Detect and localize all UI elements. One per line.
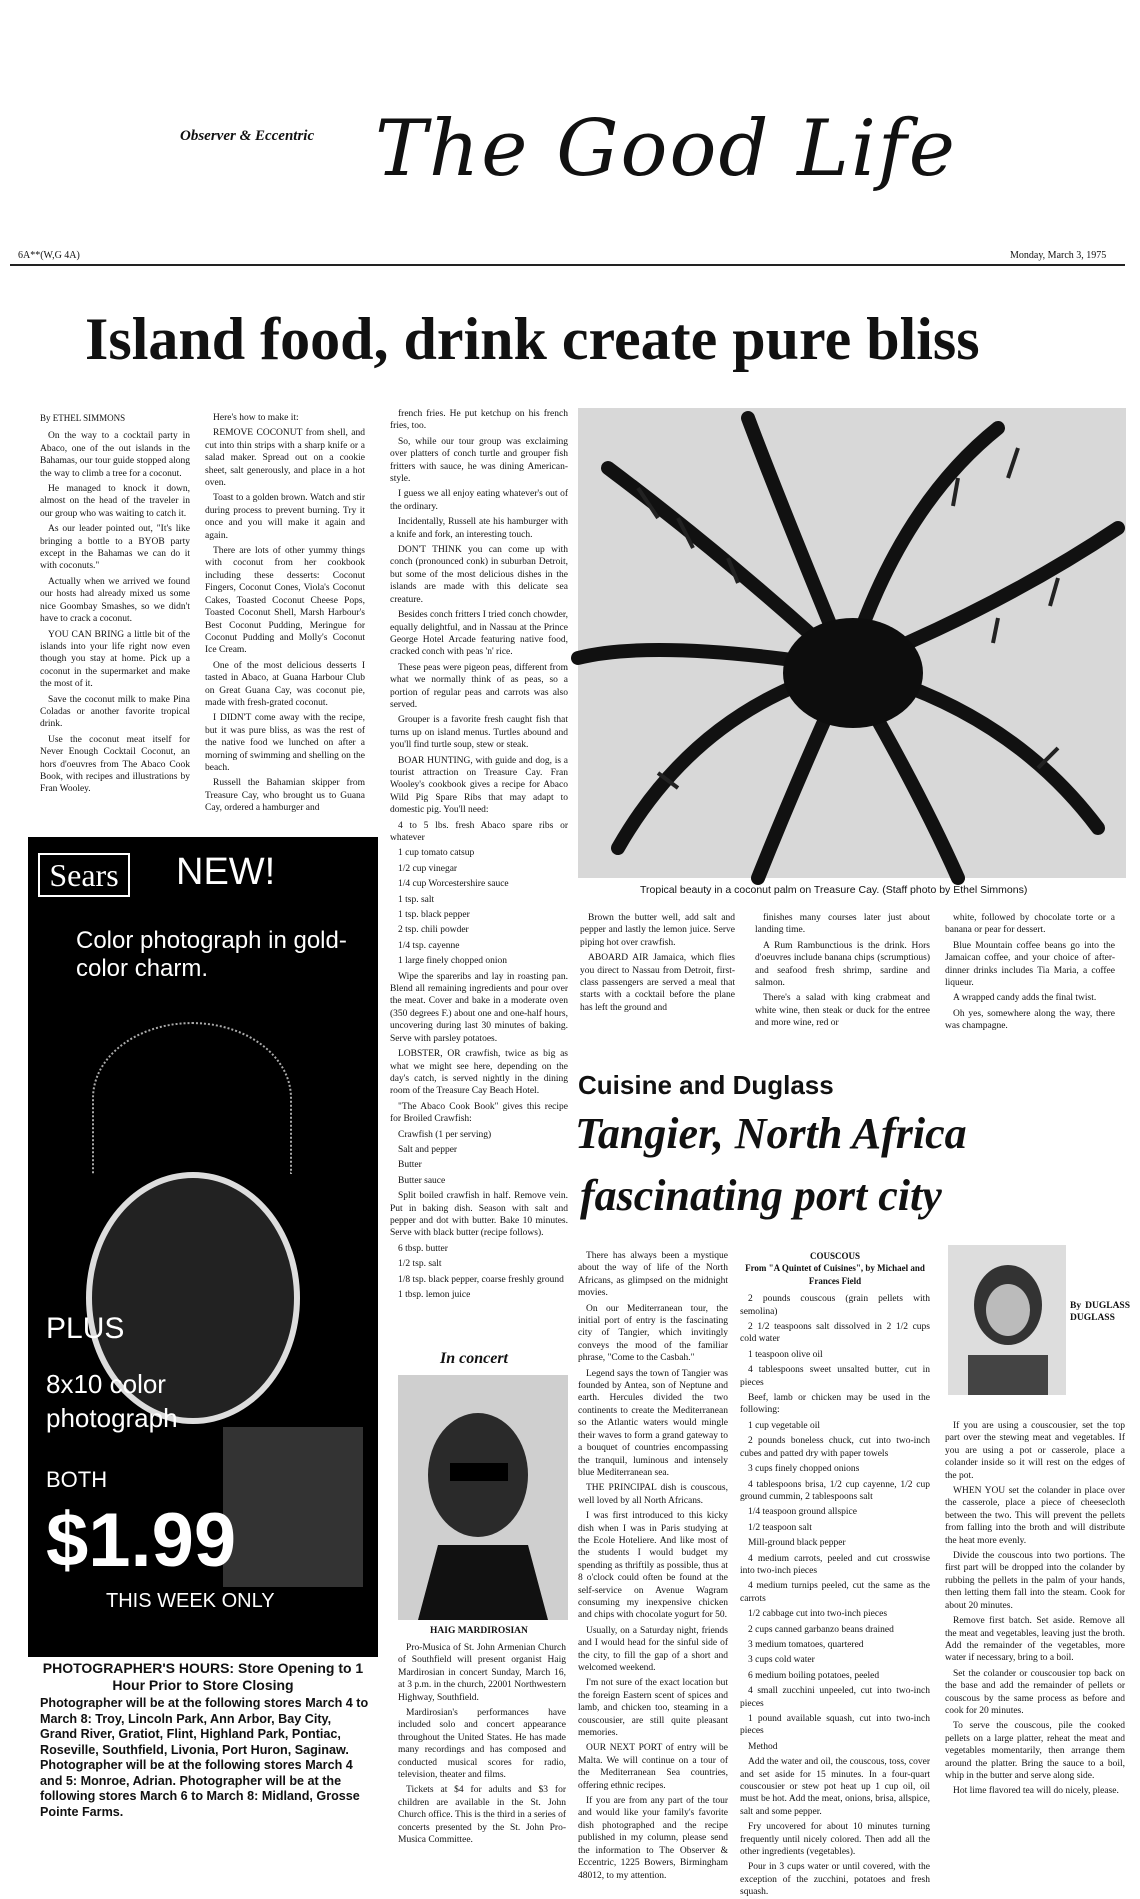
paragraph: Set the colander or couscousier top back on the base and add the remainder of pellets or couscous by the same process as before and cook for 20 minutes. xyxy=(945,1668,1125,1716)
ad-plus: PLUS xyxy=(46,1312,125,1345)
recipe-line: 2 1/2 teaspoons salt dissolved in 2 1/2 cups cold water xyxy=(740,1322,930,1345)
paragraph: 1/2 tsp. salt xyxy=(398,1259,442,1270)
paragraph: These peas were pigeon peas, different from what we normally think of as peas, so a portion of regular peas and carrots was also served. xyxy=(390,662,568,710)
recipe-line: Add the water and oil, the couscous, toss, cover and set aside for 15 minutes. In a four-quart couscousier or stew pot heat up 1 cup oil, oil must be hot. Add the meat, onions, brisa, allspice, salt and some pepper. xyxy=(740,1757,930,1817)
recipe-line: Beef, lamb or chicken may be used in the following: xyxy=(740,1393,930,1416)
recipe-line: Method xyxy=(748,1741,778,1752)
paragraph: Toast to a golden brown. Watch and stir during process to prevent burning. Try it once and you will make it again and again. xyxy=(205,493,365,541)
paragraph: THE PRINCIPAL dish is couscous, well loved by all North Africans. xyxy=(578,1483,728,1506)
paragraph: Grouper is a favorite fresh caught fish that turns up on island menus. Turtles abound and you'll find turtle soup, stew or steak. xyxy=(390,715,568,751)
under-photo-col3 xyxy=(945,912,1115,1042)
ad-price: $1.99 xyxy=(46,1498,237,1583)
paragraph: Split boiled crawfish in half. Remove vein. Put in baking dish. Season with salt and pepper and dot with butter. Bake 10 minutes. Serve with black butter (recipe follows). xyxy=(390,1191,568,1239)
paragraph: Divide the couscous into two portions. The first part will be dropped into the colander by rubbing the pellets in the palm of your hands, then letting them fall into the steam. Cook for about 20 minutes. xyxy=(945,1551,1125,1611)
author-byline: By DUGLASS DUGLASS xyxy=(1070,1301,1130,1324)
recipe-line: 1 pound available squash, cut into two-inch pieces xyxy=(740,1714,930,1737)
paragraph: Usually, on a Saturday night, friends and I would head for the sinful side of the city, to fill the gap of a short and welcomed weekend. xyxy=(578,1625,728,1673)
recipe-line: 2 pounds boneless chuck, cut into two-inch cubes and patted dry with paper towels xyxy=(740,1436,930,1459)
paragraph: On our Mediterranean tour, the initial port of entry is the fascinating city of Tangier, which invitingly conveys the mood of the familiar phrase, "Come to the Casbah." xyxy=(578,1303,728,1364)
paragraph: Wipe the spareribs and lay in roasting pan. Blend all remaining ingredients and pour over the meat. Cover and bake in a moderate oven (350 degrees F.) about one and one-half hours, uncovering during last 30 minutes of baking. Serve with parsley potatoes. xyxy=(390,971,568,1044)
recipe-line: 4 tablespoons brisa, 1/2 cup cayenne, 1/2 cup ground cummin, 2 tablespoons salt xyxy=(740,1479,930,1502)
paragraph: Besides conch fritters I tried conch chowder, equally delightful, and in Nassau at the Prince George Hotel Arcade featuring native food, cracked conch with peas 'n' rice. xyxy=(390,610,568,658)
paragraph: LOBSTER, OR crawfish, twice as big as what we might see here, depending on the day's catch, is served nightly in the dining room of the Treasure Cay Beach Hotel. xyxy=(390,1049,568,1097)
paragraph: BOAR HUNTING, with guide and dog, is a tourist attraction on Treasure Cay. Fran Wooley's cookbook gives a recipe for Abaco Wild Pig Spare Ribs that may adapt to domestic pig. You'll need: xyxy=(390,755,568,816)
concert-title: In concert xyxy=(440,1350,508,1367)
story2-kicker: Cuisine and Duglass xyxy=(578,1070,834,1100)
paragraph: I DIDN'T come away with the recipe, but it was pure bliss, as was the rest of the native food we lunched on after a morning of swimming and shelling on the beach. xyxy=(205,713,365,773)
paragraph: white, followed by chocolate torte or a banana or pear for dessert. xyxy=(945,913,1115,936)
story2-col3 xyxy=(945,1420,1125,1860)
paragraph: 1 tsp. black pepper xyxy=(398,910,470,921)
recipe-line: 3 medium tomatoes, quartered xyxy=(748,1639,864,1650)
recipe-source: From "A Quintet of Cuisines", by Michael and Frances Field xyxy=(745,1263,925,1286)
paragraph: As our leader pointed out, "It's like bringing a bottle to a BYOB party except in the Bahamas we can do it with coconuts." xyxy=(40,524,190,572)
photographer-hours-body: Photographer will be at the following stores March 4 to March 8: Troy, Lincoln Park, Ann Arbor, Bay City, Grand River, Gratiot, Flint, Highland Park, Pontiac, Roseville, Southfield, Livonia, Port Huron, Saginaw. Photographer will be at the following stores March 4 and 5: Monroe, Adrian. Photographer will be at the following stores March 6 to March 8: Midland, Grosse Pointe Farms. xyxy=(40,1696,369,1819)
paragraph: WHEN YOU set the colander in place over the casserole, place a piece of cheesecloth between the two. This will prevent the pellets from falling into the broth and will distribute the heat more evenly. xyxy=(945,1486,1125,1546)
palm-photo xyxy=(578,408,1126,878)
paragraph: Actually when we arrived we found our hosts had already mixed us some nice Goombay Smashes, so we didn't have to crack a coconut. xyxy=(40,576,190,625)
paragraph: YOU CAN BRING a little bit of the islands into your life right now even though you stay at home. Pick up a coconut in the supermarket and make the most of it. xyxy=(40,629,190,690)
paragraph: 1 cup tomato catsup xyxy=(398,848,475,859)
paragraph: 1 tsp. salt xyxy=(398,894,435,905)
paragraph: 1/4 tsp. cayenne xyxy=(398,940,460,951)
paragraph: REMOVE COCONUT from shell, and cut into thin strips with a sharp knife or a salad maker. Spread out on a cookie sheet, salt generously, and place in a hot oven. xyxy=(205,428,365,489)
recipe-line: 4 medium turnips peeled, cut the same as the carrots xyxy=(740,1581,930,1604)
story1-col2 xyxy=(205,412,365,827)
paragraph: 4 to 5 lbs. fresh Abaco spare ribs or whatever xyxy=(390,820,568,843)
ad-both: BOTH xyxy=(46,1467,108,1492)
paragraph: One of the most delicious desserts I tasted in Abaco, at Guana Harbour Club on Great Guana Cay, was coconut pie, made with fresh-grated coconut. xyxy=(205,660,365,708)
paragraph: If you are from any part of the tour and would like your family's favorite dish photographed and the recipe published in my column, please send the information to The Observer & Eccentric, 1225 Bowers, Birmingham 48012, to my attention. xyxy=(578,1796,728,1881)
paragraph: Pro-Musica of St. John Armenian Church of Southfield will present organist Haig Mardirosian in concert Sunday, March 16, at 3 p.m. in the church, 22001 Northwestern Highway, Southfield. xyxy=(398,1643,566,1703)
paragraph: 1 tbsp. lemon juice xyxy=(398,1290,471,1300)
under-photo-col2 xyxy=(755,912,930,1042)
sears-ad xyxy=(28,837,378,1657)
paragraph: Here's how to make it: xyxy=(213,413,299,423)
recipe-line: 6 medium boiling potatoes, peeled xyxy=(748,1670,880,1681)
paragraph: Tickets at $4 for adults and $3 for children are available in the St. John Church office. This is the third in a series of concerts presented by the St. John Pro-Musica Committee. xyxy=(398,1785,566,1846)
recipe-line: 3 cups cold water xyxy=(748,1655,815,1666)
paragraph: To serve the couscous, pile the cooked pellets on a large platter, reheat the meat and vegetables momentarily, then arrange them around the platter. Bring the sauce to a boil, whip in the butter and serve along side. xyxy=(945,1721,1125,1781)
story1-col1-text xyxy=(40,430,190,795)
story1-col2-text xyxy=(205,412,365,815)
paragraph: 1 large finely chopped onion xyxy=(398,956,508,967)
recipe-line: 2 pounds couscous (grain pellets with semolina) xyxy=(740,1294,930,1317)
paragraph: A Rum Rambunctious is the drink. Hors d'oeuvres include banana chips (scrumptious) and seafood fresh shrimp, sardine and salmon. xyxy=(755,940,930,989)
paragraph: There's a salad with king crabmeat and white wine, then steak or duck for the entree and more wine, red or xyxy=(755,993,930,1029)
ad-photo-size: 8x10 color photograph xyxy=(46,1369,178,1433)
photo-caption: Tropical beauty in a coconut palm on Treasure Cay. (Staff photo by Ethel Simmons) xyxy=(640,884,1028,896)
paragraph: DON'T THINK you can come up with conch (pronounced conk) in suburban Detroit, but some of the most delicious dishes in the islands are made with this delicate sea creature. xyxy=(390,545,568,605)
recipe-line: Fry uncovered for about 10 minutes turning frequently until nicely colored. Then add all the other ingredients (vegetables). xyxy=(740,1822,930,1858)
recipe-line: 1 cup vegetable oil xyxy=(748,1420,821,1431)
paragraph: Legend says the town of Tangier was founded by Antea, son of Neptune and earth. Hercules divided the two continents to create the Mediterranean so the Atlantic waters would mingle their waves to form a grand gateway to a bouquet of countries encompassing the tranquil, luminous and intensely blue Mediterranean sea. xyxy=(578,1368,728,1478)
paragraph: A wrapped candy adds the final twist. xyxy=(953,993,1097,1004)
concert-body xyxy=(398,1642,566,1862)
story2-headline-2: fascinating port city xyxy=(580,1171,942,1220)
concert-photo xyxy=(398,1375,568,1620)
paragraph: Hot lime flavored tea will do nicely, please. xyxy=(953,1786,1119,1797)
paragraph: Blue Mountain coffee beans go into the Jamaican coffee, and your choice of after-dinner drinks includes Tia Maria, a coffee liqueur. xyxy=(945,940,1115,989)
masthead-rule xyxy=(10,264,1125,266)
paragraph: Butter xyxy=(398,1160,422,1171)
ad-week: THIS WEEK ONLY xyxy=(106,1590,275,1612)
paragraph: Save the coconut milk to make Pina Coladas or another favorite tropical drink. xyxy=(40,694,190,730)
paragraph: "The Abaco Cook Book" gives this recipe for Broiled Crawfish: xyxy=(390,1101,568,1125)
paragraph: 2 tsp. chili powder xyxy=(398,925,469,936)
paragraph: french fries. He put ketchup on his french fries, too. xyxy=(390,409,568,432)
recipe-line: 2 cups canned garbanzo beans drained xyxy=(748,1624,894,1635)
recipe-line: 1 teaspoon olive oil xyxy=(748,1349,823,1360)
dateline: Monday, March 3, 1975 xyxy=(1010,250,1107,261)
story1-col1 xyxy=(40,412,190,827)
paragraph: Crawfish (1 per serving) xyxy=(398,1129,492,1140)
paragraph: 1/4 cup Worcestershire sauce xyxy=(398,879,509,890)
paragraph: Use the coconut meat itself for Never Enough Cocktail Coconut, an hors d'oeuvres from The Abaco Cook Book, with recipes and illustrations by Fran Wooley. xyxy=(40,734,190,795)
edition-code: 6A**(W,G 4A) xyxy=(18,250,80,261)
paragraph: There are lots of other yummy things with coconut from her cookbook including these desserts: Coconut Fingers, Coconut Cones, Viola's Coconut Cakes, Toasted Coconut Cheese Pops, Toasted Coconut Shell, Marsh Harbour's Best Coconut Pudding, Meringue for Coconut Pudding and Molly's Coconut Ice Cream. xyxy=(205,546,365,656)
story2-recipe xyxy=(740,1250,930,1898)
photographer-hours-title: PHOTOGRAPHER'S HOURS: Store Opening to 1 Hour Prior to Store Closing xyxy=(42,1660,364,1693)
author-photo xyxy=(948,1245,1066,1395)
chain-graphic xyxy=(92,1022,292,1174)
paragraph: Butter sauce xyxy=(398,1175,446,1186)
paragraph: There has always been a mystique about the way of life of the North Africans, as glimpsed on the midnight movies. xyxy=(578,1251,728,1299)
paragraph: Russell the Bahamian skipper from Treasure Cay, who brought us to Guana Cay, ordered a hamburger and xyxy=(205,778,365,814)
paragraph: Remove first batch. Set aside. Remove all the meat and vegetables, leaving just the broth. Add the remainder of the vegetables, more water if necessary, bring to a boil. xyxy=(945,1616,1125,1664)
under-photo-col1 xyxy=(580,912,735,1042)
story1-col3-text xyxy=(390,408,568,1301)
paragraph: 1/2 cup vinegar xyxy=(398,863,458,874)
paragraph: If you are using a couscousier, set the top part over the stewing meat and vegetables. If you are using a pot or casserole, place a colander inside so it will rest on the edges of the pot. xyxy=(945,1421,1125,1481)
paragraph: Oh yes, somewhere along the way, there was champagne. xyxy=(945,1008,1115,1032)
paragraph: Incidentally, Russell ate his hamburger with a knife and fork, an interesting touch. xyxy=(390,517,568,540)
story1-byline: By ETHEL SIMMONS xyxy=(40,413,126,423)
paragraph: I guess we all enjoy eating whatever's out of the ordinary. xyxy=(390,489,568,512)
recipe-line: 1/2 teaspoon salt xyxy=(748,1522,812,1533)
story2-col1 xyxy=(578,1250,728,1881)
recipe-line: 4 medium carrots, peeled and cut crosswise into two-inch pieces xyxy=(740,1553,930,1576)
paragraph: Brown the butter well, add salt and pepper and lastly the lemon juice. Serve piping hot over crawfish. xyxy=(580,913,735,948)
recipe-line: 1/4 teaspoon ground allspice xyxy=(748,1507,857,1518)
paragraph: So, while our tour group was exclaiming over platters of conch turtle and grouper fish fritters with sauce, he was dining American-style. xyxy=(390,436,568,485)
ad-headline: Color photograph in gold-color charm. xyxy=(76,927,347,982)
child-photo xyxy=(223,1427,363,1587)
recipe-line: 4 small zucchini unpeeled, cut into two-inch pieces xyxy=(740,1686,930,1709)
concert-name: HAIG MARDIROSIAN xyxy=(430,1626,528,1636)
recipe-line: Pour in 3 cups water or until covered, with the exception of the zucchini, potatoes and fresh squash. xyxy=(740,1862,930,1898)
paragraph: OUR NEXT PORT of entry will be Malta. We will continue on a tour of the Mediterranean Sea countries, offering ethnic recipes. xyxy=(578,1743,728,1791)
paragraph: finishes many courses later just about landing time. xyxy=(755,913,930,936)
palm-tree-image xyxy=(578,408,1126,878)
story1-col3 xyxy=(390,408,568,1300)
paragraph: Mardirosian's performances have included solo and concert appearance throughout the United States. He has made many recordings and has composed and conducted musical scores for radio, television, theater and films. xyxy=(398,1708,566,1781)
paragraph: I'm not sure of the exact location but the foreign Eastern scent of spices and lamb, and chicken too, steaming in a couscousier, are still quite pleasant memories. xyxy=(578,1678,728,1739)
recipe-title: COUSCOUS xyxy=(809,1251,860,1261)
paragraph: He managed to knock it down, almost on the head of the traveler in our group who was waiting to catch it. xyxy=(40,484,190,519)
paper-name: Observer & Eccentric xyxy=(180,128,315,144)
paragraph: ABOARD AIR Jamaica, which flies you direct to Nassau from Detroit, first-class passengers are served a meal that starts with a cocktail before the plane has left the ground and xyxy=(580,953,735,1013)
section-title: The Good Life xyxy=(375,104,957,194)
paragraph: I was first introduced to this kicky dish when I was in Paris studying at the Ecole Hoteliere. And like most of the students I would budget my spending as thriftily as possible, thus at 8 o'clock could often be found at the self-service on Avenue Wagram consuming my inexpensive chicken and chips with chocolate yogurt for 50. xyxy=(578,1511,728,1621)
paragraph: On the way to a cocktail party in Abaco, one of the out islands in the Bahamas, our tour guide stopped along the way to climb a tree for a coconut. xyxy=(40,431,190,479)
recipe-line: 3 cups finely chopped onions xyxy=(748,1464,860,1475)
sears-logo: Sears xyxy=(38,853,130,897)
recipe-line: 4 tablespoons sweet unsalted butter, cut in pieces xyxy=(740,1365,930,1388)
main-headline: Island food, drink create pure bliss xyxy=(85,306,980,372)
ad-new: NEW! xyxy=(176,851,276,893)
paragraph: Salt and pepper xyxy=(398,1144,458,1155)
paragraph: 1/8 tsp. black pepper, coarse freshly ground xyxy=(398,1274,564,1285)
recipe-line: Mill-ground black pepper xyxy=(748,1538,846,1549)
paragraph: 6 tbsp. butter xyxy=(398,1243,448,1254)
story2-headline-1: Tangier, North Africa xyxy=(575,1109,967,1158)
recipe-line: 1/2 cabbage cut into two-inch pieces xyxy=(748,1609,888,1620)
